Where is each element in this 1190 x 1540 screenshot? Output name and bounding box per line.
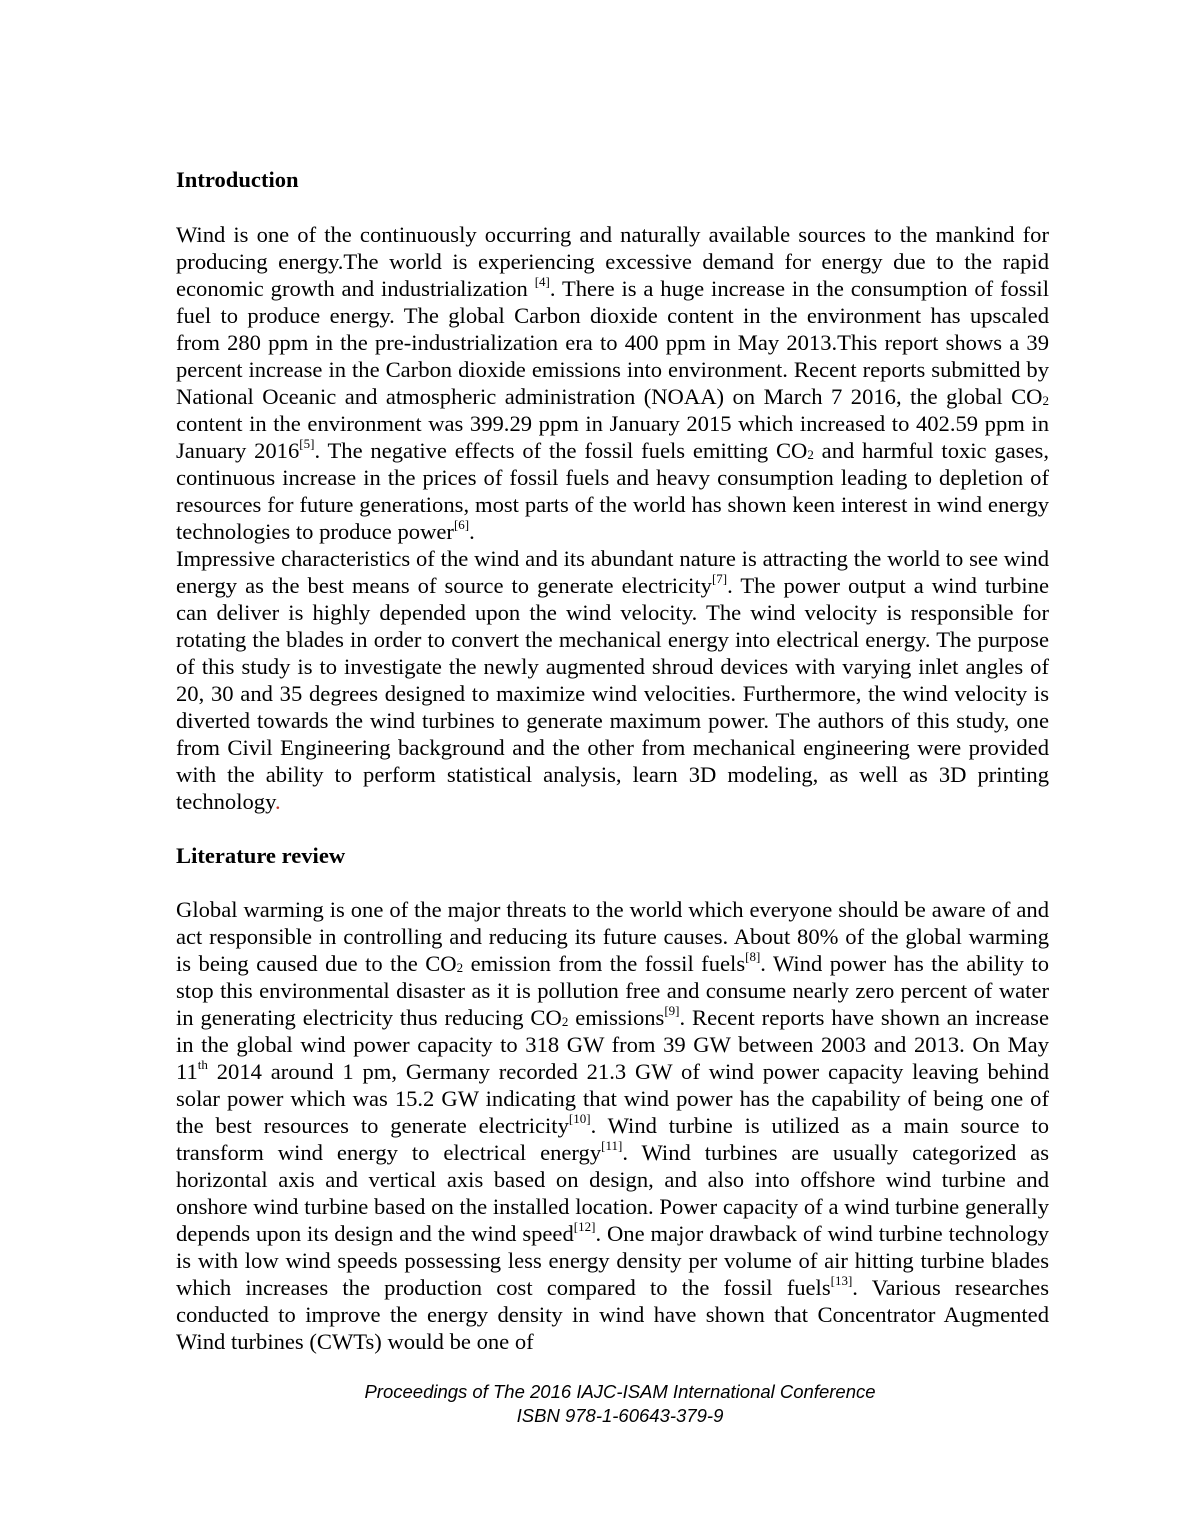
footer-proceedings: Proceedings of The 2016 IAJC-ISAM International Conference xyxy=(364,1381,876,1402)
citation-ref: [13] xyxy=(830,1273,853,1289)
subscript: 2 xyxy=(807,447,814,462)
text-run: . There is a huge increase in the consumption of fossil fuel to produce energy. The global Carbon dioxide content in the environment has upscaled from 280 ppm in the pre-industrialization era to 400 ppm in May 2013.This report shows a 39 percent increase in the Carbon dioxide emissions into environment. Recent reports submitted by National Oceanic and atmospheric administration (NOAA) on March 7 2016, the global CO xyxy=(176,276,1049,409)
text-run: emission from the fossil fuels xyxy=(463,951,746,976)
citation-ref: [7] xyxy=(711,571,728,587)
section-heading-introduction: Introduction xyxy=(176,167,299,192)
text-run: . Wind turbine is utilized as a main source to transform wind energy to electrical energy xyxy=(176,1113,1049,1165)
citation-ref: [10] xyxy=(568,1111,591,1127)
subscript: 2 xyxy=(561,1014,569,1029)
citation-ref: [12] xyxy=(573,1219,596,1235)
text-run: . Wind power has the ability to stop this environmental disaster as it is pollution free and consume nearly zero percent of water in generating electricity thus reducing CO xyxy=(176,951,1049,1030)
intro-paragraph-2 xyxy=(176,545,1049,815)
section-heading-literature-review: Literature review xyxy=(176,843,346,868)
intro-paragraph-1 xyxy=(176,221,1049,545)
text-run: . xyxy=(274,789,281,814)
page-body xyxy=(176,166,1049,1355)
text-run: . Recent reports have shown an increase in the global wind power capacity to 318 GW from 39 GW between 2003 and 2013. On May 11 xyxy=(176,1005,1049,1084)
text-run: . The power output a wind turbine can deliver is highly depended upon the wind velocity. The wind velocity is responsible for rotating the blades in order to convert the mechanical energy into electrical energy. The purpose of this study is to investigate the newly augmented shroud devices with varying inlet angles of 20, 30 and 35 degrees designed to maximize wind velocities. Furthermore, the wind velocity is diverted towards the wind turbines to generate maximum power. The authors of this study, one from Civil Engineering background and the other from mechanical engineering were provided with the ability to perform statistical analysis, learn 3D modeling, as well as 3D printing technology xyxy=(176,573,1049,814)
page-footer xyxy=(0,1380,1190,1428)
text-run: Impressive characteristics of the wind and its abundant nature is attracting the world to see wind energy as the best means of source to generate electricity xyxy=(176,546,1049,598)
subscript: 2 xyxy=(1042,393,1049,408)
citation-ref: [9] xyxy=(664,1003,680,1019)
citation-ref: [5] xyxy=(299,436,315,452)
citation-ref: [11] xyxy=(601,1138,623,1154)
text-run: . Various researches conducted to improve the energy density in wind have shown that Concentrator Augmented Wind turbines (CWTs) would be one of xyxy=(176,1275,1049,1354)
text-run: Wind is one of the continuously occurring and naturally available sources to the mankind for producing energy.The world is experiencing excessive demand for energy due to the rapid economic growth and industrialization xyxy=(176,222,1049,301)
text-run: and harmful toxic gases, continuous increase in the prices of fossil fuels and heavy consumption leading to depletion of resources for future generations, most parts of the world has shown keen interest in wind energy technologies to produce power xyxy=(176,438,1049,544)
text-run: . One major drawback of wind turbine technology is with low wind speeds possessing less energy density per volume of air hitting turbine blades which increases the production cost compared to the fossil fuels xyxy=(176,1221,1049,1300)
text-run: Global warming is one of the major threats to the world which everyone should be aware of and act responsible in controlling and reducing its future causes. About 80% of the global warming is being caused due to the CO xyxy=(176,897,1049,976)
footer-isbn: ISBN 978-1-60643-379-9 xyxy=(516,1405,724,1426)
text-run: content in the environment was 399.29 ppm in January 2015 which increased to 402.59 ppm in January 2016 xyxy=(176,411,1049,463)
citation-ref: [4] xyxy=(534,274,550,290)
text-run: . Wind turbines are usually categorized as horizontal axis and vertical axis based on design, and also into offshore wind turbine and onshore wind turbine based on the installed location. Power capacity of a wind turbine generally depends upon its design and the wind speed xyxy=(176,1140,1049,1246)
subscript: 2 xyxy=(456,960,464,975)
ordinal-suffix: th xyxy=(197,1057,208,1073)
lit-paragraph-1 xyxy=(176,896,1049,1355)
text-run: . xyxy=(469,519,475,544)
citation-ref: [8] xyxy=(745,949,761,965)
citation-ref: [6] xyxy=(453,517,470,533)
text-run: . The negative effects of the fossil fuels emitting CO xyxy=(314,438,808,463)
text-run: emissions xyxy=(568,1005,665,1030)
text-run: 2014 around 1 pm, Germany recorded 21.3 GW of wind power capacity leaving behind solar power which was 15.2 GW indicating that wind power has the capability of being one of the best resources to generate electricity xyxy=(176,1059,1049,1138)
